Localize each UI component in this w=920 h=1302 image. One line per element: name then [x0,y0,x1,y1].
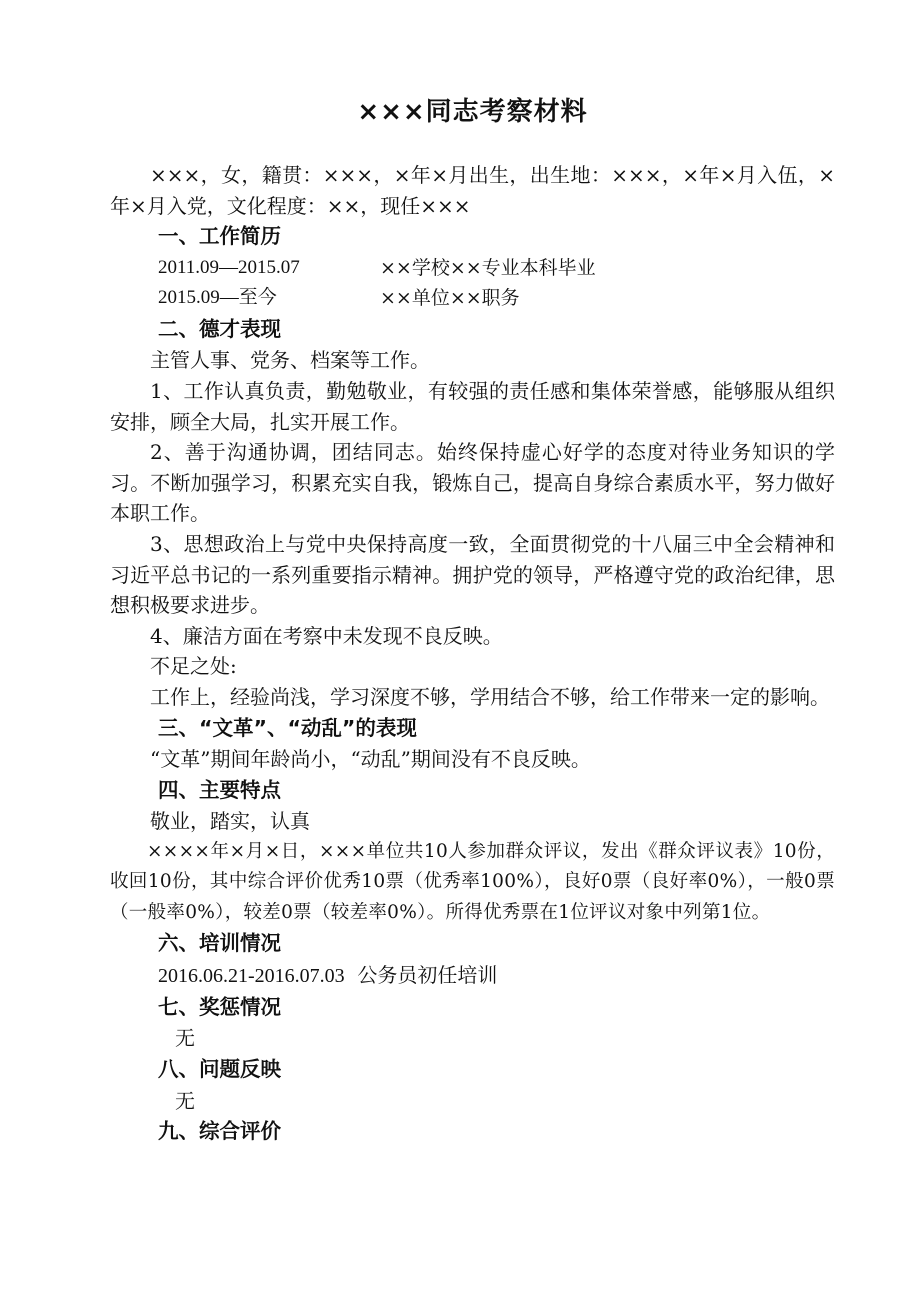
performance-item: 1、工作认真负责，勤勉敬业，有较强的责任感和集体荣誉感，能够服从组织安排，顾全大局，扎实开展工作。 [110,378,835,434]
features-text: 敬业，踏实，认真 [150,809,310,834]
issues-text: 无 [175,1088,195,1113]
work-history-row [110,253,835,284]
rewards-text: 无 [175,1026,195,1051]
training-row [110,960,835,992]
section-heading-rewards: 七、奖惩情况 [158,994,281,1019]
document-title: ×××同志考察材料 [357,97,588,127]
work-history-desc: ××单位××职务 [380,287,520,310]
document-page [110,92,835,1148]
work-history-date: 2011.09—2015.07 [158,256,300,278]
training-date: 2016.06.21-2016.07.03 [158,964,345,987]
section-heading-cultural-revolution: 三、“文革”、“动乱”的表现 [158,715,417,740]
section-heading-overall: 九、综合评价 [158,1119,281,1144]
work-history-desc: ××学校××专业本科毕业 [380,256,596,279]
work-history-row [110,283,835,314]
cultural-revolution-text: “文革”期间年龄尚小，“动乱”期间没有不良反映。 [150,747,591,771]
work-history-date: 2015.09—至今 [158,287,277,309]
section-heading-performance: 二、德才表现 [158,316,281,341]
mass-evaluation-text: ××××年×月×日，×××单位共10人参加群众评议，发出《群众评议表》10份，收回10份，其中综合评价优秀10票（优秀率100%），良好0票（良好率0%），一般0票（一般率0%），较差0票（较差率0%）。所得优秀票在1位评议对象中列第1位。 [110,840,835,923]
training-desc: 公务员初任培训 [357,962,498,987]
section-heading-work-history: 一、工作简历 [158,224,281,249]
section-heading-issues: 八、问题反映 [158,1057,281,1082]
performance-item: 4、廉洁方面在考察中未发现不良反映。 [150,623,503,648]
intro-paragraph: ×××，女，籍贯：×××，×年×月出生，出生地：×××，×年×月入伍，×年×月入党，文化程度：××，现任××× [110,163,835,218]
shortcomings-label: 不足之处: [150,654,237,679]
performance-item: 2、善于沟通协调，团结同志。始终保持虚心好学的态度对待业务知识的学习。不断加强学习，积累充实自我，锻炼自己，提高自身综合素质水平，努力做好本职工作。 [110,440,835,526]
shortcomings-text: 工作上，经验尚浅，学习深度不够，学用结合不够，给工作带来一定的影响。 [150,684,830,709]
section-heading-features: 四、主要特点 [158,777,281,802]
performance-item: 3、思想政治上与党中央保持高度一致，全面贯彻党的十八届三中全会精神和习近平总书记的一系列重要指示精神。拥护党的领导，严格遵守党的政治纪律，思想积极要求进步。 [110,531,835,618]
performance-lead: 主管人事、党务、档案等工作。 [150,348,430,373]
section-heading-training: 六、培训情况 [158,931,281,956]
